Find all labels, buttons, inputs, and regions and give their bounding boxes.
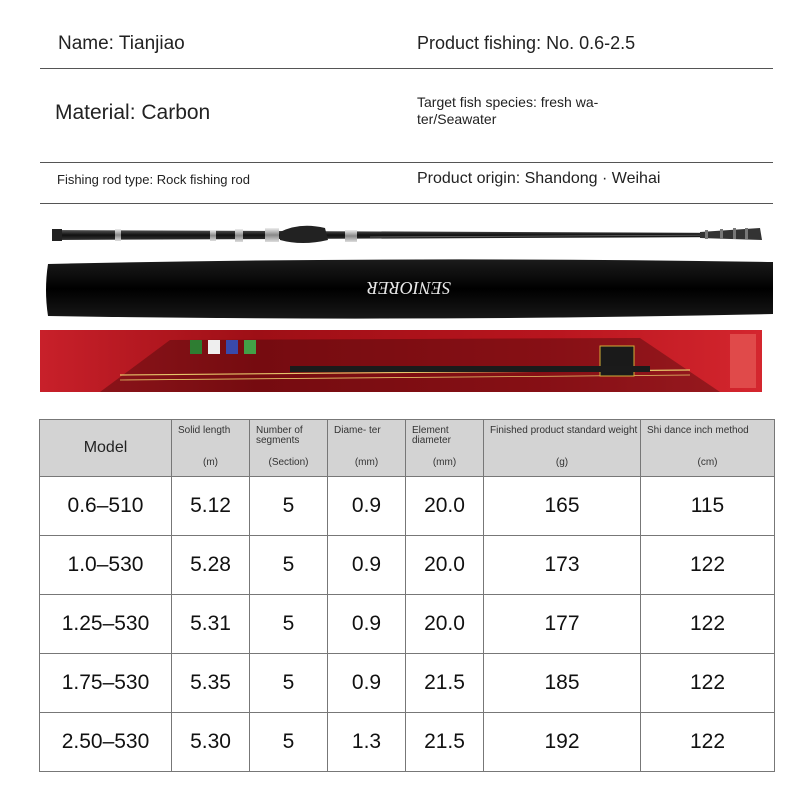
info-row-2 [40,68,773,163]
header-element-diameter: Element diameter (mm) [406,420,484,477]
rod-type: Fishing rod type: Rock fishing rod [57,172,250,187]
info-row-3 [40,162,773,204]
rod-bag-image [44,258,777,320]
cell-model: 1.25–530 [40,595,172,654]
header-diameter: Diame- ter (mm) [328,420,406,477]
cell-element-diameter: 21.5 [406,654,484,713]
header-solid-length: Solid length (m) [172,420,250,477]
cell-element-diameter: 20.0 [406,595,484,654]
cell-length: 5.12 [172,477,250,536]
table-row [40,536,775,595]
product-origin: Product origin: Shandong · Weihai [417,170,661,187]
cell-diameter: 0.9 [328,654,406,713]
cell-inch-method: 122 [641,654,775,713]
cell-segments: 5 [250,595,328,654]
target-fish-line-1: Target fish species: fresh wa- [417,94,599,110]
cell-diameter: 0.9 [328,595,406,654]
table-row [40,713,775,772]
cell-weight: 173 [484,536,641,595]
cell-segments: 5 [250,477,328,536]
cell-inch-method: 122 [641,595,775,654]
cell-weight: 177 [484,595,641,654]
cell-model: 0.6–510 [40,477,172,536]
info-row-1 [40,0,773,69]
table-header-row [40,420,775,477]
target-fish-line-2: ter/Seawater [417,111,497,127]
cell-element-diameter: 20.0 [406,536,484,595]
bag-brand-logo: SENIORER [367,278,451,298]
cell-length: 5.35 [172,654,250,713]
cell-diameter: 0.9 [328,536,406,595]
cell-model: 2.50–530 [40,713,172,772]
product-material: Material: Carbon [55,101,211,124]
table-row [40,654,775,713]
cell-model: 1.75–530 [40,654,172,713]
header-inch-method: Shi dance inch method (cm) [641,420,775,477]
cell-inch-method: 115 [641,477,775,536]
target-fish-species [417,94,598,128]
cell-element-diameter: 21.5 [406,713,484,772]
header-model: Model [40,420,172,477]
cell-model: 1.0–530 [40,536,172,595]
header-weight: Finished product standard weight (g) [484,420,641,477]
header-segments: Number of segments (Section) [250,420,328,477]
cell-length: 5.30 [172,713,250,772]
product-box-image [40,330,762,392]
cell-inch-method: 122 [641,713,775,772]
cell-diameter: 0.9 [328,477,406,536]
spec-table [39,419,775,772]
cell-weight: 192 [484,713,641,772]
cell-weight: 185 [484,654,641,713]
cell-length: 5.31 [172,595,250,654]
cell-inch-method: 122 [641,536,775,595]
cell-weight: 165 [484,477,641,536]
cell-element-diameter: 20.0 [406,477,484,536]
cell-segments: 5 [250,536,328,595]
cell-segments: 5 [250,713,328,772]
cell-diameter: 1.3 [328,713,406,772]
cell-segments: 5 [250,654,328,713]
product-name: Name: Tianjiao [58,33,185,54]
cell-length: 5.28 [172,536,250,595]
table-row [40,477,775,536]
fishing-rod-image [40,210,773,250]
table-row [40,595,775,654]
product-model-range: Product fishing: No. 0.6-2.5 [417,33,636,53]
